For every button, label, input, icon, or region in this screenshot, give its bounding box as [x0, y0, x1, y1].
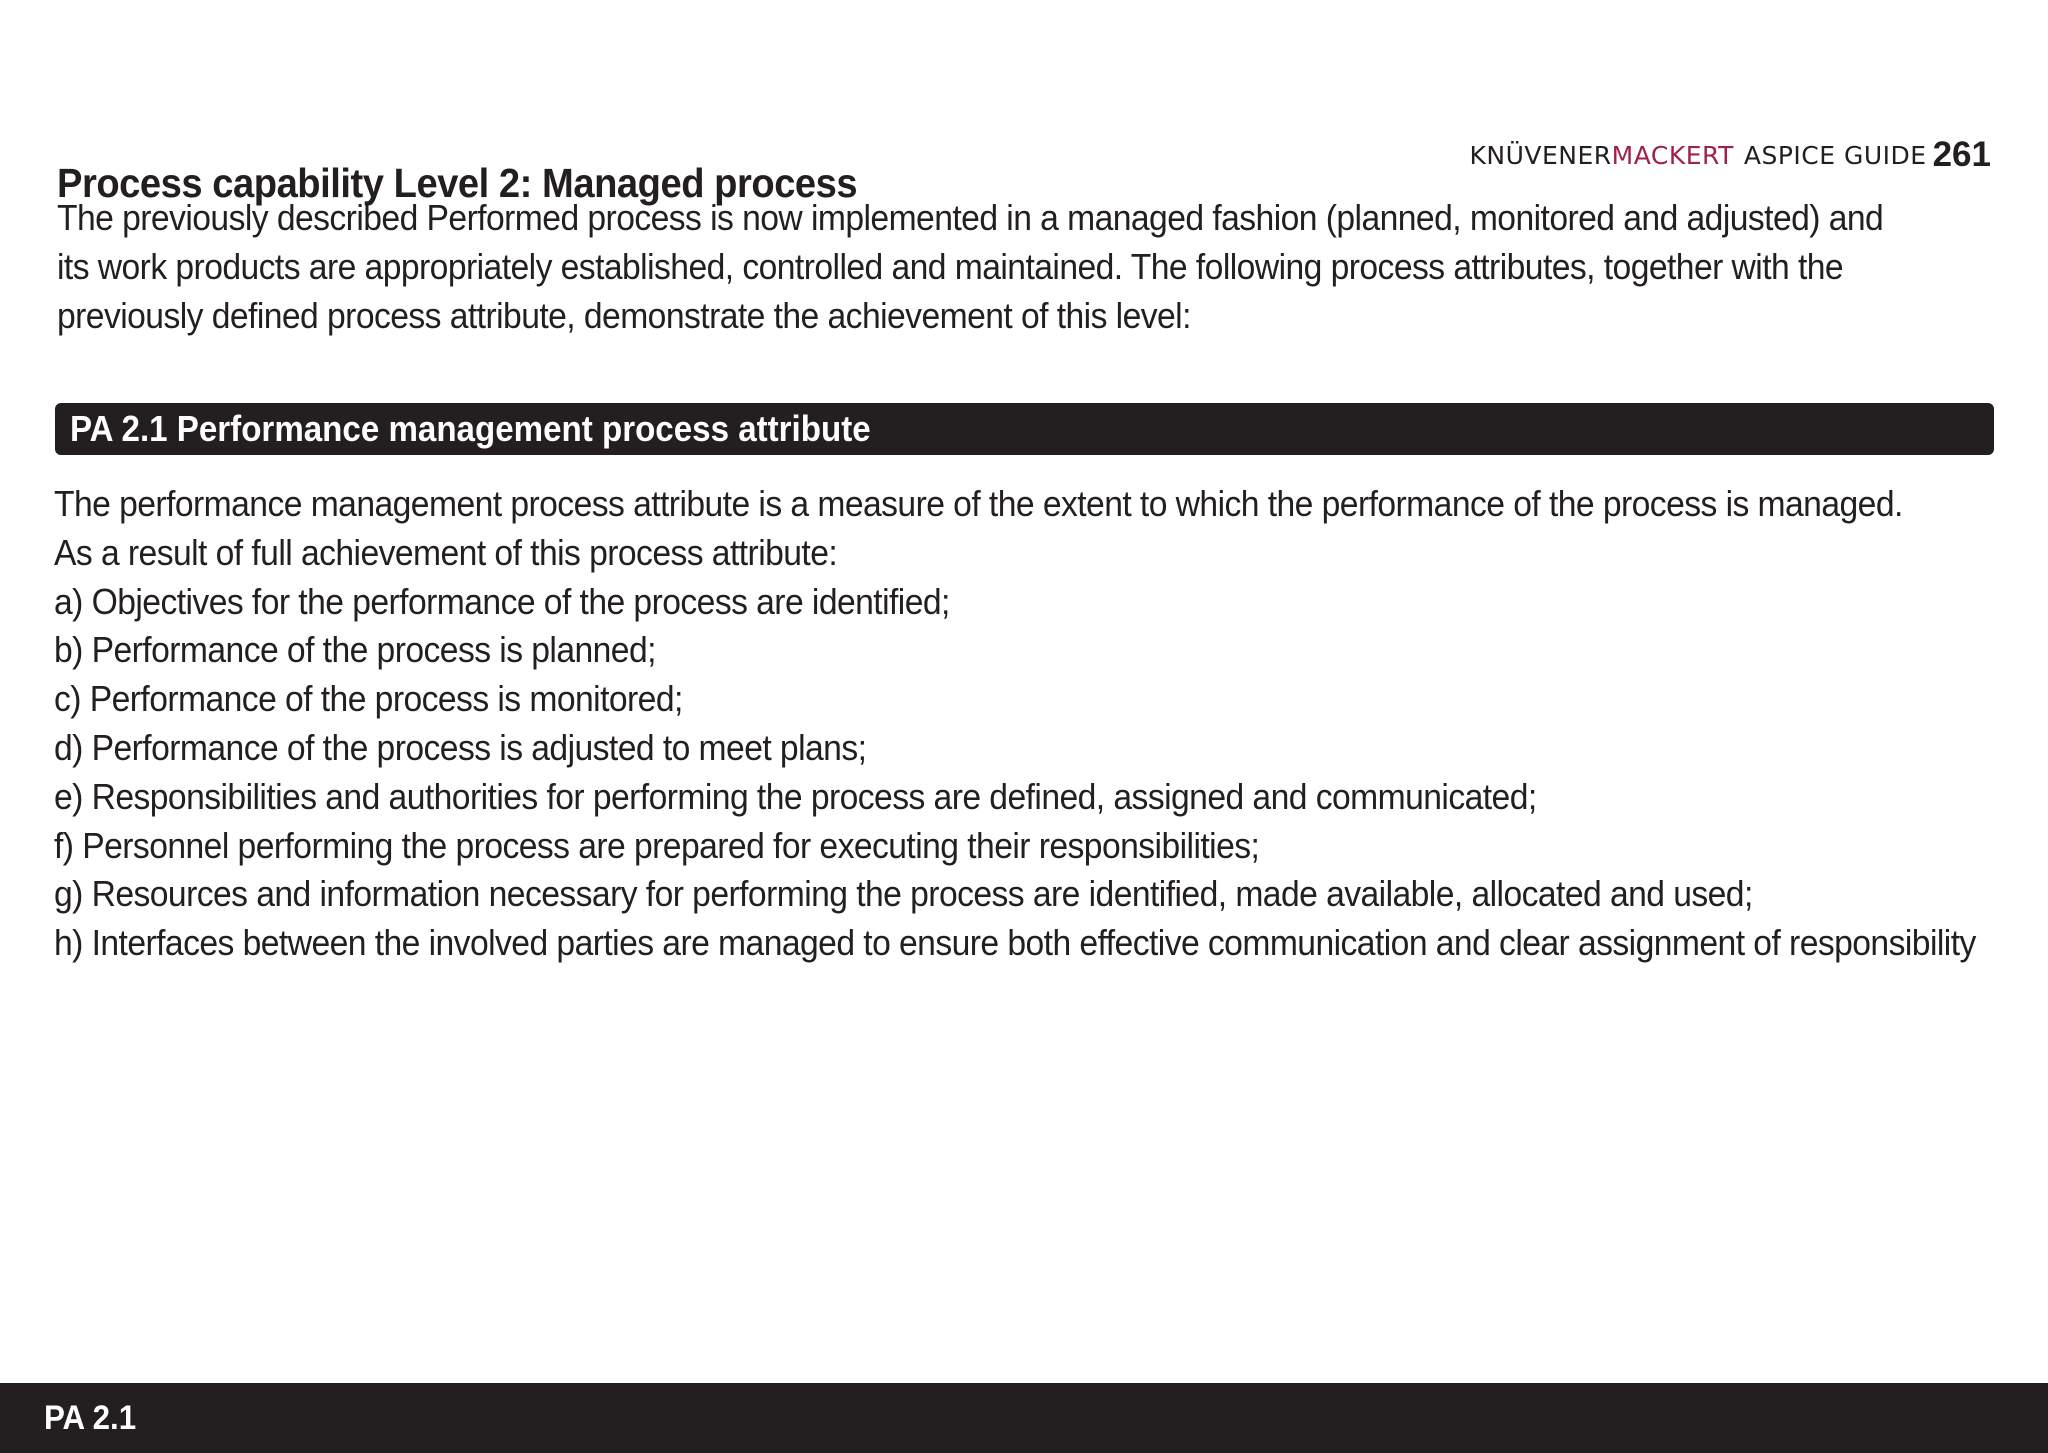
list-item-f: f) Personnel performing the process are prepared for executing their responsibilities;	[54, 824, 1260, 866]
list-item-e: e) Responsibilities and authorities for performing the process are defined, assigned and communicated;	[54, 775, 1537, 817]
footer-bar	[0, 1383, 2048, 1453]
header-brand	[1470, 130, 1992, 180]
footer-label: PA 2.1	[44, 1399, 137, 1437]
brand-knuevener-text: KNÜVENER	[1469, 140, 1612, 170]
list-item-h: h) Interfaces between the involved parties are managed to ensure both effective communication and clear assignment of responsibility	[54, 922, 1976, 964]
section-body	[54, 480, 1976, 968]
section-lead-in: As a result of full achievement of this process attribute:	[54, 531, 838, 573]
page-number: 261	[1932, 135, 1991, 174]
list-item-b: b) Performance of the process is planned;	[54, 629, 656, 671]
section-description: The performance management process attribute is a measure of the extent to which the performance of the process is managed.	[54, 483, 1903, 524]
brand-guide-text: ASPICE GUIDE	[1743, 140, 1927, 170]
list-item-d: d) Performance of the process is adjusted to meet plans;	[54, 726, 867, 768]
list-item-a: a) Objectives for the performance of the process are identified;	[54, 580, 950, 622]
brand-mackert-text: MACKERT	[1611, 140, 1734, 170]
section-heading-bar	[55, 403, 1994, 455]
section-title: PA 2.1 Performance management process attribute	[70, 408, 871, 449]
page-title: Process capability Level 2: Managed process	[57, 160, 858, 207]
intro-paragraph: The previously described Performed process is now implemented in a managed fashion (planned, monitored and adjusted) and its work products are appropriately established, controlled and maintained. The following process attributes, together with the previously defined process attribute, demonstrate the achievement of this level:	[57, 197, 1884, 336]
list-item-c: c) Performance of the process is monitored;	[54, 678, 683, 720]
list-item-g: g) Resources and information necessary for performing the process are identified, made available, allocated and used;	[54, 873, 1753, 915]
